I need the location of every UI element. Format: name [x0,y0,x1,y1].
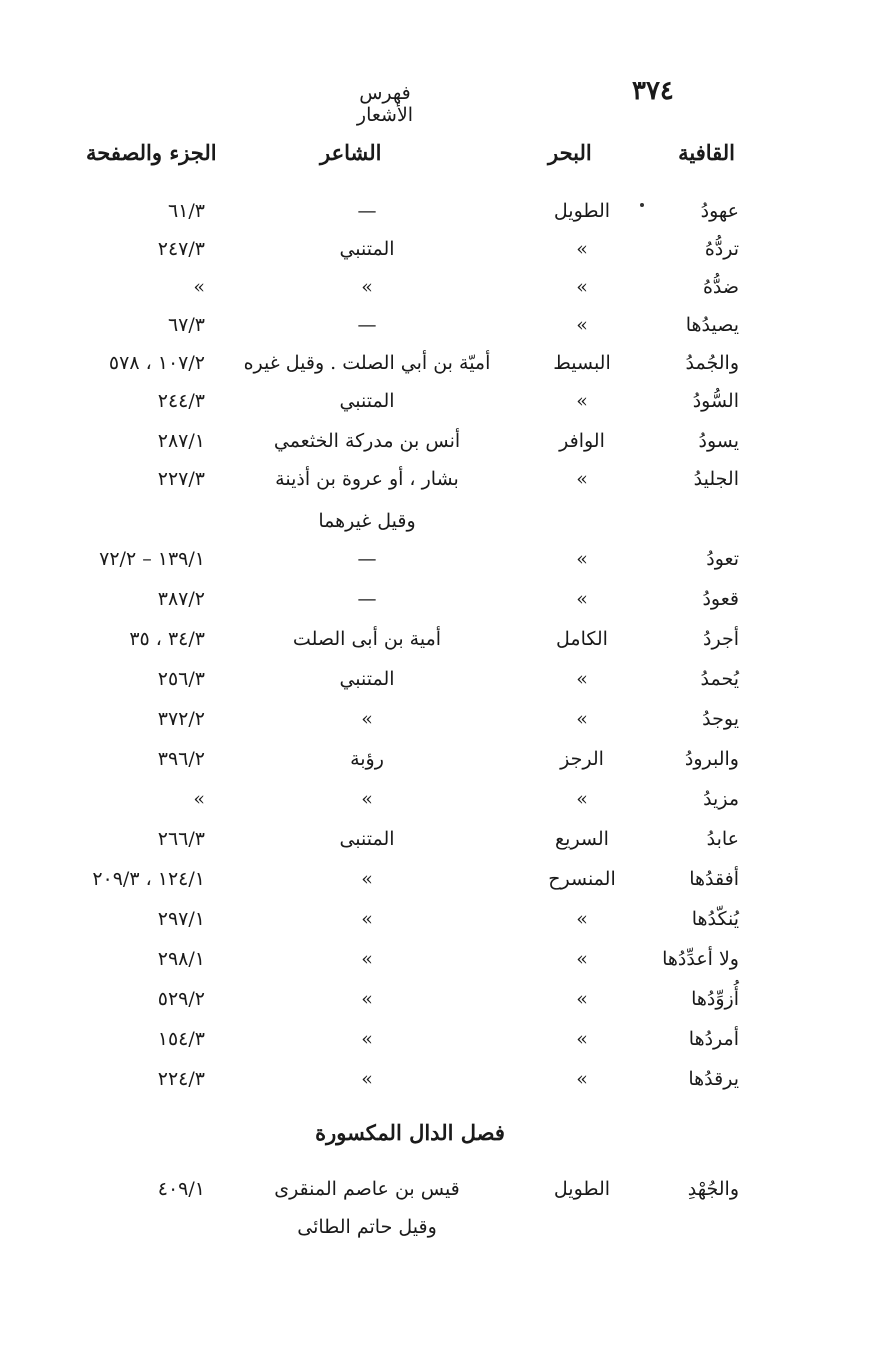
cell-ref: ٢٩٧/١ [157,908,205,930]
column-header-rhyme: القافية [678,140,735,165]
cell-rhyme: أمردُها [688,1028,739,1050]
cell-poet: قيس بن عاصم المنقرى [274,1178,460,1200]
cell-rhyme: مزيدُ [703,788,739,810]
cell-meter: » [576,1068,588,1090]
cell-meter: » [576,548,588,570]
cell-meter: الوافر [559,430,605,452]
cell-meter: » [576,390,588,412]
cell-rhyme: ولا أعدِّدُها [662,948,739,970]
cell-poet: أنس بن مدركة الخثعمي [273,430,461,452]
cell-ref: ٢٥٦/٣ [157,668,205,690]
cell-rhyme: عابدُ [706,828,739,850]
cell-poet: وقيل غيرهما [318,510,416,532]
cell-rhyme: يوجدُ [702,708,739,730]
cell-ref: ٣٨٧/٢ [157,588,205,610]
cell-meter: الطويل [553,200,611,222]
cell-rhyme: السُّودُ [692,390,739,412]
cell-poet: المتنبي [339,390,395,412]
column-header-meter: البحر [548,140,592,165]
cell-ref: ٢٢٤/٣ [157,1068,205,1090]
cell-poet: وقيل حاتم الطائى [297,1216,437,1238]
cell-ref: ٢٤٤/٣ [157,390,205,412]
cell-meter: » [576,988,588,1010]
cell-poet: » [361,1028,373,1050]
cell-ref: ١٢٤/١ ، ٢٠٩/٣ [92,868,205,890]
cell-rhyme: أُزوِّدُها [691,988,739,1010]
cell-ref: ٢٢٧/٣ [157,468,205,490]
cell-ref: » [193,788,205,810]
cell-meter: » [576,588,588,610]
cell-rhyme: والجُمدُ [685,352,739,374]
cell-poet: أمية بن أبى الصلت [292,628,442,650]
cell-ref: ٥٢٩/٢ [157,988,205,1010]
cell-ref: ٣٧٢/٢ [157,708,205,730]
cell-meter: » [576,668,588,690]
cell-meter: » [576,468,588,490]
cell-poet: » [361,948,373,970]
cell-poet: » [361,708,373,730]
cell-ref: ٢٦٦/٣ [157,828,205,850]
cell-ref: ٦١/٣ [167,200,205,222]
cell-rhyme: يُحمدُ [700,668,739,690]
cell-meter: الطويل [553,1178,611,1200]
cell-rhyme: والجُهْدِ [687,1178,739,1200]
page-title: فهرس الأشعار [356,82,414,126]
cell-meter: » [576,314,588,336]
cell-poet: المتنبي [339,668,395,690]
cell-meter: المنسرح [548,868,616,890]
cell-poet: — [357,548,377,570]
cell-poet: » [361,1068,373,1090]
cell-rhyme: عهودُ [700,200,739,222]
cell-ref: ٣٩٦/٢ [157,748,205,770]
cell-poet: » [361,788,373,810]
cell-meter: » [576,908,588,930]
cell-poet: » [361,276,373,298]
cell-ref: ٢٨٧/١ [157,430,205,452]
cell-meter: » [576,708,588,730]
cell-poet: المتنبى [339,828,395,850]
cell-rhyme: الجليدُ [693,468,739,490]
cell-rhyme: تعودُ [706,548,739,570]
cell-poet: — [357,314,377,336]
cell-rhyme: قعودُ [702,588,739,610]
cell-poet: — [357,200,377,222]
cell-poet: — [357,588,377,610]
cell-rhyme: يُنكّدُها [691,908,739,930]
cell-poet: أميّة بن أبي الصلت . وقيل غيره [243,352,491,374]
cell-ref: ١٠٧/٢ ، ٥٧٨ [108,352,205,374]
cell-ref: ١٥٤/٣ [157,1028,205,1050]
cell-meter: » [576,788,588,810]
cell-ref: ٤٠٩/١ [157,1178,205,1200]
cell-poet: » [361,908,373,930]
section-title: فصل الدال المكسورة [315,1120,505,1145]
cell-ref: ٢٩٨/١ [157,948,205,970]
cell-rhyme: والبرودُ [684,748,739,770]
cell-rhyme: تردُّهُ [704,238,739,260]
cell-ref: » [193,276,205,298]
cell-ref: ٣٤/٣ ، ٣٥ [129,628,205,650]
cell-meter: البسيط [553,352,611,374]
cell-meter: » [576,238,588,260]
cell-ref: ٢٤٧/٣ [157,238,205,260]
cell-rhyme: يصيدُها [685,314,739,336]
cell-rhyme: أفقدُها [689,868,739,890]
cell-poet: رؤبة [350,748,384,770]
cell-rhyme: أجردُ [703,628,739,650]
cell-meter: » [576,948,588,970]
cell-ref: ٦٧/٣ [167,314,205,336]
page-number: ٣٧٤ [632,76,674,106]
cell-meter: » [576,1028,588,1050]
cell-meter: » [576,276,588,298]
cell-poet: » [361,988,373,1010]
cell-meter: الرجز [560,748,604,770]
cell-poet: بشار ، أو عروة بن أذينة [275,468,459,490]
column-header-ref: الجزء والصفحة [86,140,217,165]
column-header-poet: الشاعر [320,140,382,165]
cell-poet: المتنبي [339,238,395,260]
cell-rhyme: ضدُّهُ [702,276,739,298]
cell-meter: الكامل [556,628,608,650]
cell-rhyme: يرقدُها [688,1068,739,1090]
cell-rhyme: يسودُ [698,430,739,452]
cell-poet: » [361,868,373,890]
cell-ref: ١٣٩/١ – ٧٢/٢ [99,548,205,570]
cell-meter: السريع [555,828,609,850]
